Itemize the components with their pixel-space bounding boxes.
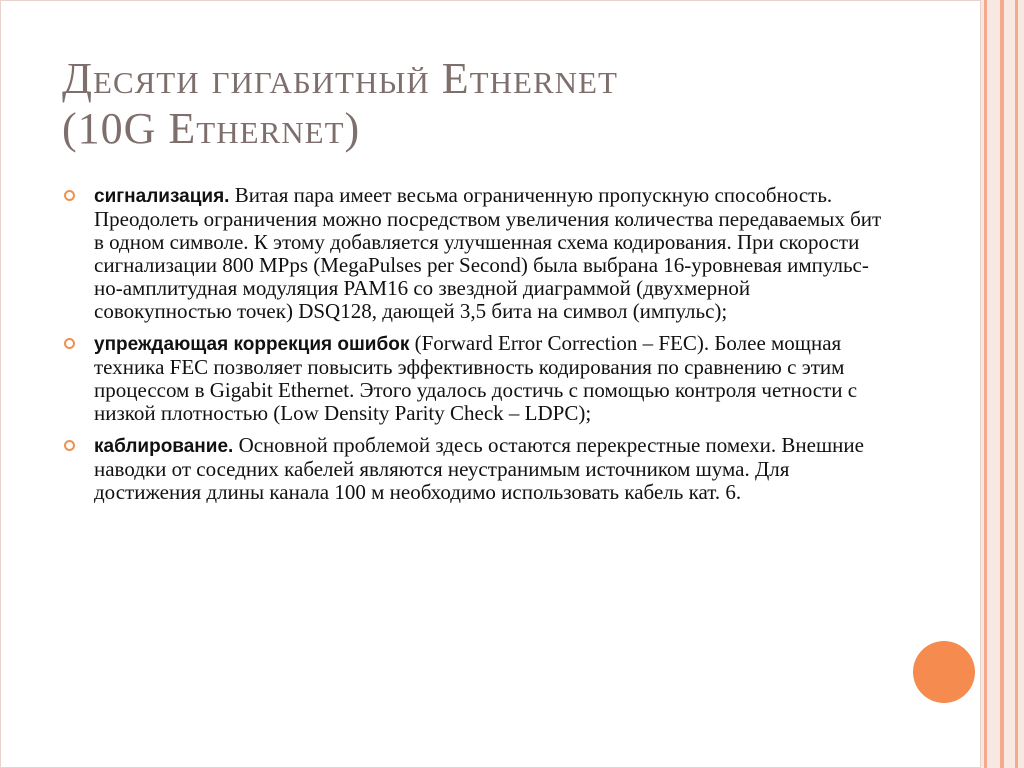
decorative-orange-circle [913, 641, 975, 703]
slide-title-line-1: Десяти гигабитный Ethernet [62, 54, 618, 103]
bullet-text: Основной проблемой здесь остаются перекрестные помехи. Внешние наводки от соседних кабелей являются неустранимым источником шума. Для достижения длины канала 100 м необходимо использовать кабель кат. 6. [94, 433, 864, 504]
bullet-text: (Forward Error Correction – FEC). Более мощная техника FEC позволяет повысить эффективность кодирования по сравнению с этим процессом в Gigabit Ethernet. Этого удалось достичь с помощью контроля четности с низкой плотностью (Low Density Parity Check – LDPC); [94, 331, 858, 425]
decorative-stripe-3 [1015, 0, 1018, 768]
bullet-item-cabling [62, 434, 882, 504]
bullet-circle-icon [64, 440, 75, 451]
bullet-item-signaling [62, 184, 882, 323]
bullet-text: Витая пара имеет весьма ограниченную пропускную способность. Преодолеть ограничения можно посредством увеличения количества передаваемых бит в одном символе. К этому добавляется улучшенная схема кодирования. При скорости сигнализации 800 MPps (MegaPulses per Second) была выбрана 16-уровневая импульс-но-амплитудная модуляция PAM16 со звездной диаграммой (двухмерной совокупностью точек) DSQ128, дающей 3,5 бита на символ (импульс); [94, 183, 882, 323]
slide-title-line-2: (10G Ethernet) [62, 104, 361, 153]
decorative-stripe-1 [984, 0, 987, 768]
bullet-list [62, 184, 882, 513]
bullet-circle-icon [64, 190, 75, 201]
bullet-term: сигнализация. [94, 186, 230, 207]
bullet-term: упреждающая коррекция ошибок [94, 334, 410, 355]
bullet-circle-icon [64, 338, 75, 349]
slide-title [62, 54, 922, 154]
decorative-stripe-2 [1000, 0, 1004, 768]
bullet-term: каблирование. [94, 436, 234, 457]
bullet-item-fec [62, 332, 882, 425]
